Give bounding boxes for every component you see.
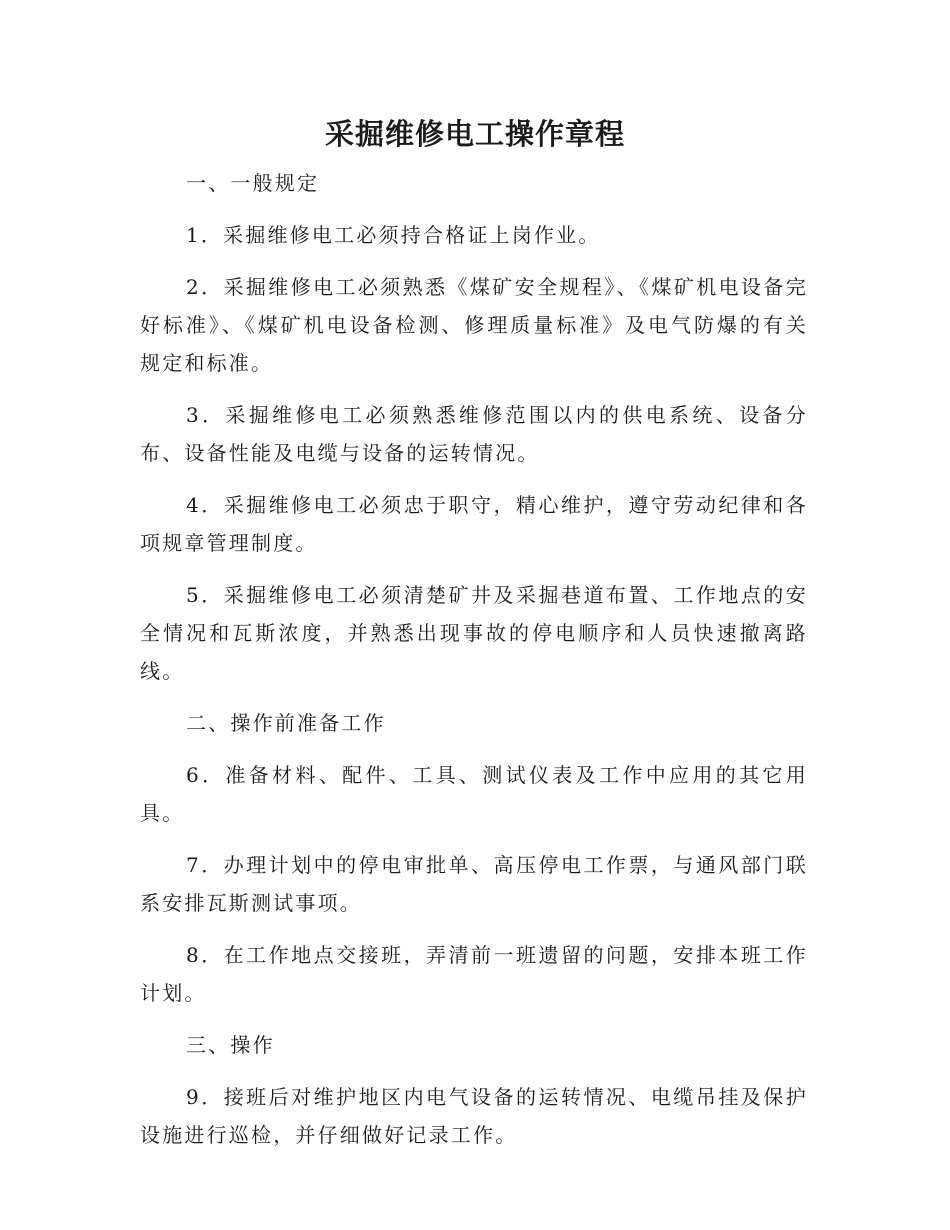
paragraph-4: 4．采掘维修电工必须忠于职守，精心维护，遵守劳动纪律和各项规章管理制度。 <box>140 493 808 555</box>
paragraph-2: 2．采掘维修电工必须熟悉《煤矿安全规程》、《煤矿机电设备完好标准》、《煤矿机电设备检测、修理质量标准》及电气防爆的有关规定和标准。 <box>140 275 808 375</box>
document-body <box>140 164 808 1168</box>
paragraph-5: 5．采掘维修电工必须清楚矿井及采掘巷道布置、工作地点的安全情况和瓦斯浓度，并熟悉出现事故的停电顺序和人员快速撤离路线。 <box>140 583 808 683</box>
paragraph-6: 6．准备材料、配件、工具、测试仪表及工作中应用的其它用具。 <box>140 763 808 825</box>
paragraph-3: 3．采掘维修电工必须熟悉维修范围以内的供电系统、设备分布、设备性能及电缆与设备的运转情况。 <box>140 403 808 465</box>
section-heading-operation: 三、操作 <box>186 1033 275 1057</box>
paragraph-7: 7．办理计划中的停电审批单、高压停电工作票，与通风部门联系安排瓦斯测试事项。 <box>140 853 808 915</box>
document-title: 采掘维修电工操作章程 <box>324 117 625 151</box>
paragraph-8: 8．在工作地点交接班，弄清前一班遗留的问题，安排本班工作计划。 <box>140 943 808 1005</box>
paragraph-1: 1．采掘维修电工必须持合格证上岗作业。 <box>186 223 601 247</box>
section-heading-preparation: 二、操作前准备工作 <box>186 711 386 735</box>
section-heading-general: 一、一般规定 <box>186 171 320 195</box>
paragraph-9: 9．接班后对维护地区内电气设备的运转情况、电缆吊挂及保护设施进行巡检，并仔细做好记录工作。 <box>140 1085 808 1147</box>
